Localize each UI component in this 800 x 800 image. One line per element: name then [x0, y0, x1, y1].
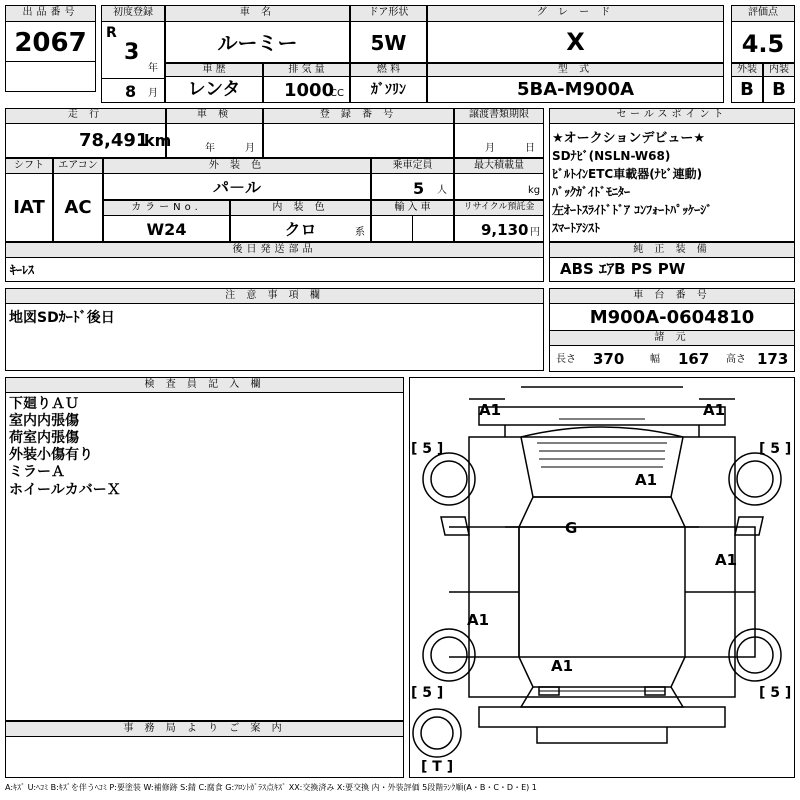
length-value: 370 — [593, 350, 625, 368]
damage-mark: A1 — [551, 657, 574, 675]
lot-divider — [5, 61, 96, 62]
capacity-label: 乗車定員 — [392, 160, 433, 171]
grade-value: X — [566, 28, 585, 56]
grade-label: グ レ ー ド — [536, 7, 615, 18]
model-label: 型 式 — [557, 64, 594, 75]
colorno-label: カラーNo. — [131, 202, 202, 213]
interior-label: 内 装 色 — [272, 202, 329, 213]
reg-era: R — [106, 25, 117, 41]
reg-month: 8 — [125, 82, 137, 101]
transfer-day-unit: 日 — [525, 143, 535, 154]
damage-mark: A1 — [467, 611, 490, 629]
shift-label: シフト — [14, 160, 44, 171]
import-divider — [412, 216, 413, 242]
sales-line: ★オークションデビュー★ — [552, 131, 706, 146]
reg-month-unit: 月 — [148, 88, 158, 99]
interior-value: クロ — [284, 220, 317, 239]
lot-number: 2067 — [14, 28, 87, 58]
regno-label: 登 録 番 号 — [319, 109, 398, 120]
int-value: B — [772, 79, 786, 100]
damage-mark: A1 — [635, 471, 658, 489]
capacity-unit: 人 — [437, 185, 447, 196]
height-label: 高さ — [726, 354, 746, 365]
notes-label: 注 意 事 項 欄 — [225, 290, 324, 301]
displacement-label: 排 気 量 — [288, 64, 325, 75]
load-label: 最大積載量 — [474, 160, 524, 171]
inspector-line: 室内内張傷 — [9, 413, 79, 429]
inspector-line: ホイールカバーＸ — [9, 482, 121, 498]
sales-line: ｽﾏｰﾄｱｼｽﾄ — [552, 221, 601, 235]
tire-mark: [ 5 ] — [411, 441, 444, 457]
damage-mark: A1 — [479, 401, 502, 419]
damage-mark: A1 — [703, 401, 726, 419]
recycle-unit: 円 — [530, 227, 540, 238]
sales-line: ﾊﾞｯｸｶﾞｲﾄﾞﾓﾆﾀｰ — [552, 185, 631, 199]
height-value: 173 — [757, 350, 789, 368]
width-value: 167 — [678, 350, 710, 368]
width-label: 幅 — [650, 354, 660, 365]
mileage-value: 78,491 — [79, 130, 149, 151]
later-label: 後日発送部品 — [232, 244, 317, 255]
damage-mark: A1 — [715, 551, 738, 569]
sales-line: SDﾅﾋﾞ(NSLN-W68) — [552, 149, 671, 163]
color-label: 外 装 色 — [208, 160, 266, 171]
door-value: 5W — [370, 31, 407, 55]
recycle-value: 9,130 — [481, 221, 529, 239]
model-value: 5BA-M900A — [516, 79, 635, 100]
equipment-label: 純 正 装 備 — [633, 244, 711, 255]
displacement-unit: CC — [330, 88, 344, 99]
reg-year: 3 — [124, 40, 140, 65]
tire-mark: [ 5 ] — [411, 685, 444, 701]
tire-mark: [ 5 ] — [759, 685, 792, 701]
ext-value: B — [740, 79, 754, 100]
load-unit: kg — [528, 185, 541, 196]
history-label: 車 歴 — [202, 64, 226, 75]
lot-label: 出品番号 — [22, 7, 79, 18]
inspector-label: 検 査 員 記 入 欄 — [144, 379, 265, 390]
color-value: パ－ル — [212, 178, 261, 197]
fuel-value: ｶﾞｿﾘﾝ — [371, 82, 406, 98]
transfer-label: 譲渡書類期限 — [469, 109, 529, 120]
inspection-month-unit: 月 — [245, 143, 255, 154]
door-label: ドア形状 — [368, 7, 409, 18]
car-name: ルーミー — [217, 31, 298, 55]
chassis-number: M900A-0604810 — [589, 307, 755, 328]
damage-mark: G — [565, 519, 578, 537]
sales-line: ﾋﾞﾙﾄｲﾝETC車載器(ﾅﾋﾞ連動) — [552, 167, 703, 181]
inspector-line: ミラーＡ — [9, 464, 65, 480]
reg-divider — [101, 78, 165, 79]
reg-year-unit: 年 — [148, 63, 158, 74]
ac-label: エアコン — [58, 160, 98, 171]
int-label: 内装 — [769, 64, 789, 75]
car-diagram — [409, 377, 795, 778]
mileage-unit: km — [144, 131, 172, 150]
chassis-label: 車 台 番 号 — [633, 290, 711, 301]
colorno-value: W24 — [146, 220, 187, 239]
tire-mark: [ 5 ] — [759, 441, 792, 457]
later-value: ｷｰﾚｽ — [10, 263, 35, 277]
equipment-value: ABS ｴｱB PS PW — [560, 260, 686, 278]
history-value: レンタ — [187, 79, 241, 100]
displacement-value: 1000 — [284, 80, 335, 101]
inspector-line: 外装小傷有り — [9, 447, 93, 463]
recycle-label: リサイクル預託金 — [463, 202, 535, 212]
inspection-label: 車 検 — [196, 109, 233, 120]
inspector-line: 下廻りＡＵ — [9, 396, 79, 412]
tire-mark: [ T ] — [421, 759, 454, 775]
transfer-month-unit: 月 — [485, 143, 495, 154]
fuel-label: 燃 料 — [376, 64, 401, 75]
import-label: 輸 入 車 — [394, 202, 431, 213]
ac-value: AC — [64, 197, 92, 218]
capacity-value: 5 — [413, 179, 425, 198]
name-label: 車 名 — [239, 7, 276, 18]
mileage-label: 走 行 — [67, 109, 104, 120]
shift-value: IAT — [13, 197, 45, 218]
inspector-line: 荷室内張傷 — [9, 430, 79, 446]
length-label: 長さ — [556, 354, 576, 365]
sales-label: セールスポイント — [616, 109, 728, 120]
office-label: 事 務 局 よ り ご 案 内 — [123, 723, 286, 734]
notes-value: 地図SDｶｰﾄﾞ後日 — [9, 310, 115, 326]
dims-label: 諸 元 — [654, 332, 690, 343]
reg-label: 初度登録 — [113, 7, 153, 18]
inspection-year-unit: 年 — [205, 143, 215, 154]
interior-unit: 系 — [355, 227, 365, 238]
score-label: 評価点 — [748, 7, 778, 18]
sales-line: 左ｵｰﾄｽﾗｲﾄﾞﾄﾞｱ ｺﾝﾌｫｰﾄﾊﾟｯｹｰｼﾞ — [552, 203, 713, 217]
ext-label: 外装 — [737, 64, 757, 75]
score-value: 4.5 — [741, 30, 785, 58]
legend: A:ｷｽﾞ U:ﾍｺﾐ B:ｷｽﾞを伴うﾍｺﾐ P:要塗装 W:補修跡 S:錆 C:腐食 G:ﾌﾛﾝﾄｶﾞﾗｽ点ｷｽﾞ XX:交換済み X:要交換 内・外装評価 5段階ﾗﾝｸ順(A・B・C・D・E) 1 — [5, 783, 537, 792]
